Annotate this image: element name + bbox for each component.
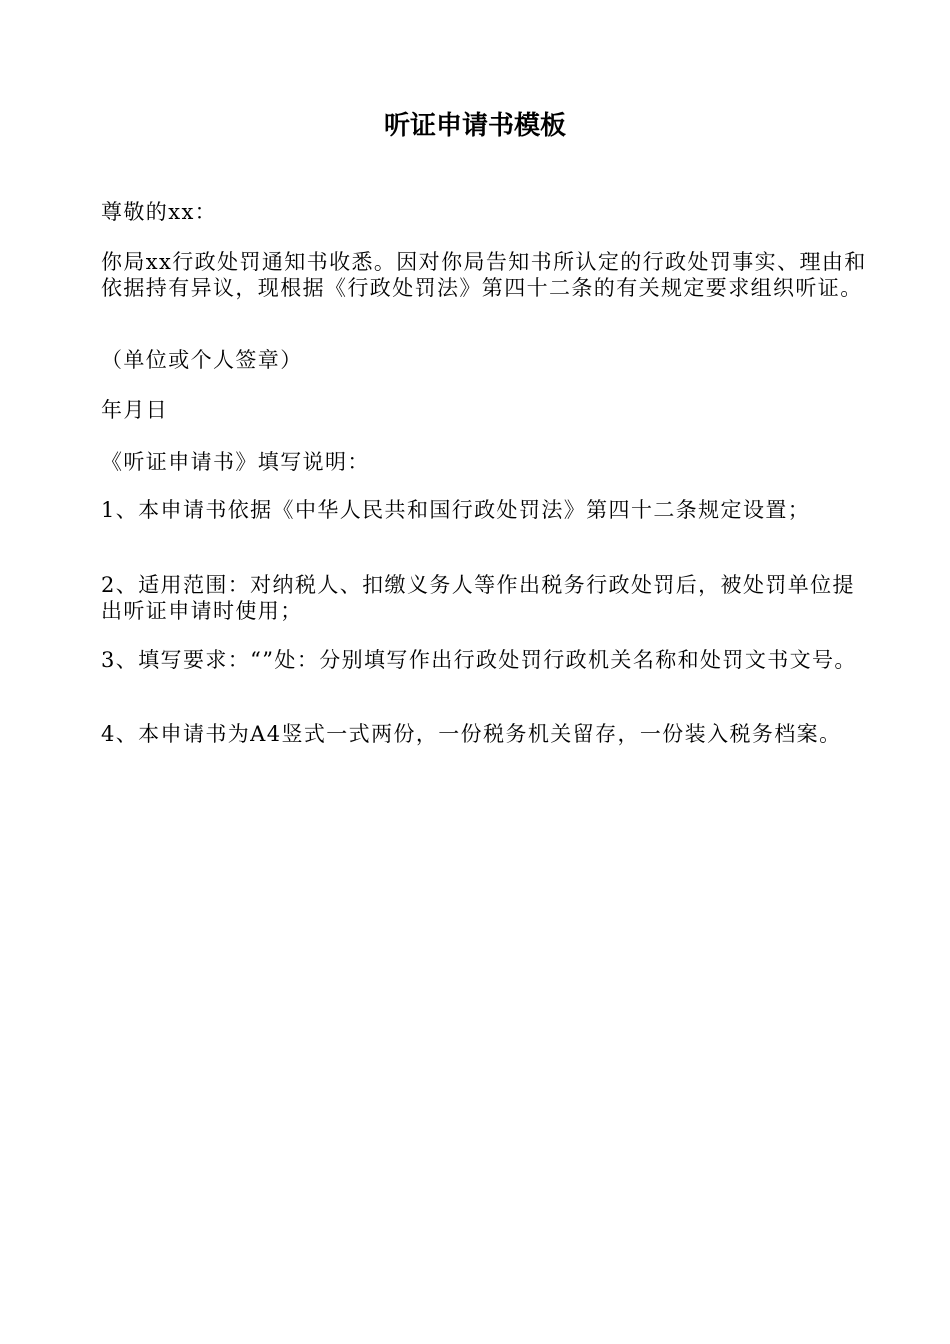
instruction-item-4: 4、本申请书为A4竖式一式两份，一份税务机关留存，一份装入税务档案。 [101, 722, 842, 746]
request-paragraph: 你局xx行政处罚通知书收悉。因对你局告知书所认定的行政处罚事实、理由和依据持有异议，现根据《行政处罚法》第四十二条的有关规定要求组织听证。 [101, 250, 867, 300]
signature-line: （单位或个人签章） [101, 348, 303, 372]
document-title: 听证申请书模板 [383, 111, 566, 141]
date-line: 年月日 [101, 398, 169, 422]
instruction-item-2: 2、适用范围：对纳税人、扣缴义务人等作出税务行政处罚后，被处罚单位提出听证申请时使用； [101, 573, 855, 623]
salutation: 尊敬的xx： [101, 200, 218, 224]
instructions-heading: 《听证申请书》填写说明： [101, 450, 370, 474]
instruction-item-3: 3、填写要求：“”处：分别填写作出行政处罚行政机关名称和处罚文书文号。 [101, 648, 857, 672]
instruction-item-1: 1、本申请书依据《中华人民共和国行政处罚法》第四十二条规定设置； [101, 498, 811, 522]
